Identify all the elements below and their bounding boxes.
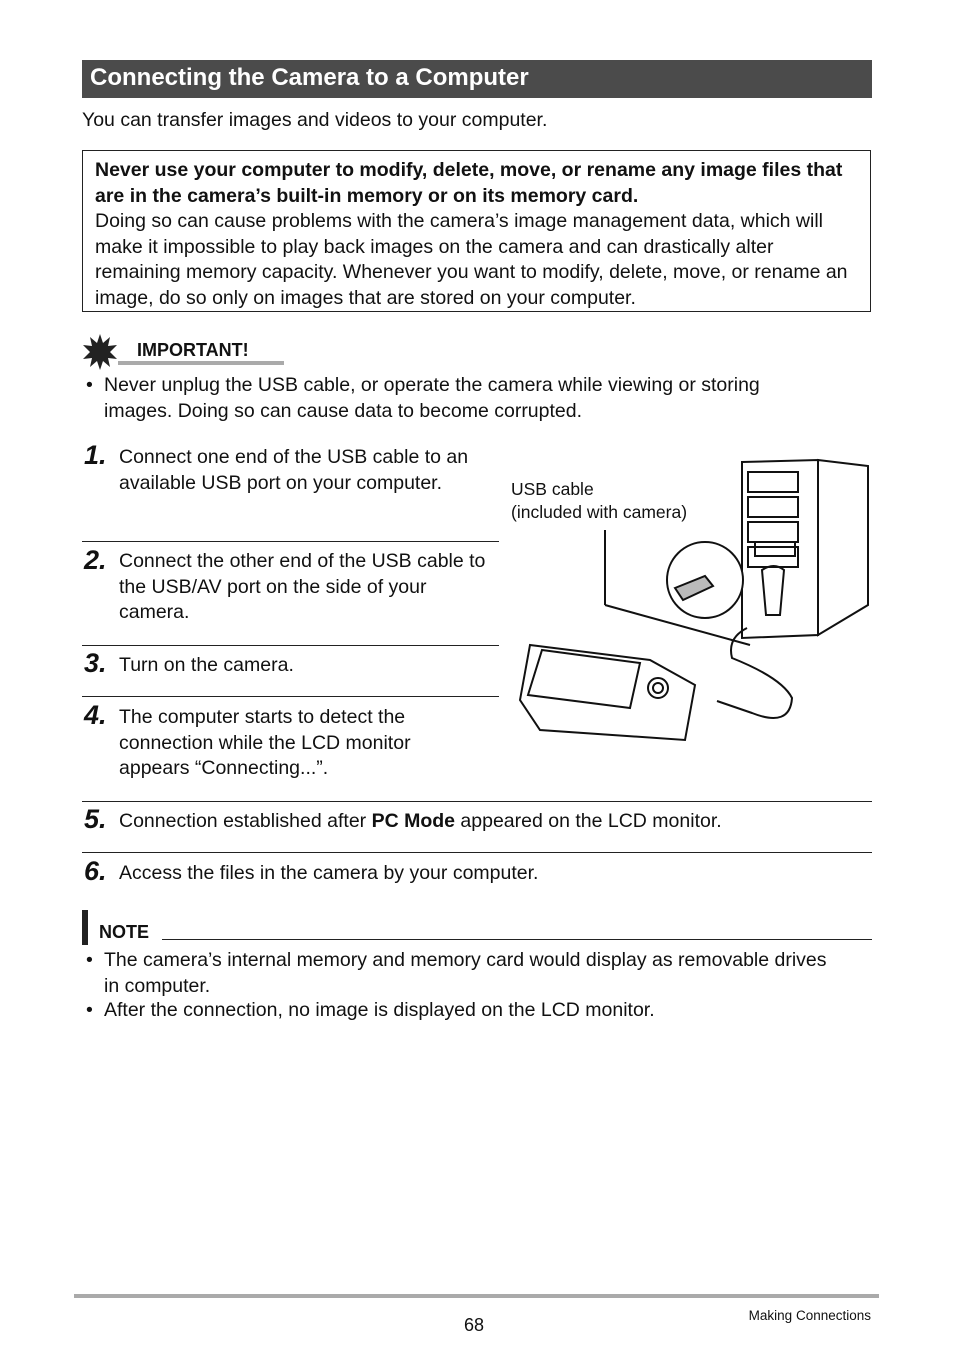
intro-text: You can transfer images and videos to your computer. — [82, 109, 548, 131]
camera-computer-illustration — [500, 450, 880, 750]
step-text: Access the files in the camera by your computer. — [119, 862, 539, 884]
step-number: 6. — [84, 856, 107, 886]
step-number: 4. — [84, 700, 107, 730]
important-bullet: • Never unplug the USB cable, or operate the camera while viewing or storing images. Doing so can cause data to become corrupted. — [86, 374, 760, 422]
illustration-caption: USB cable (included with camera) — [511, 479, 688, 522]
step-number: 1. — [84, 440, 107, 470]
page-number: 68 — [464, 1315, 485, 1335]
step-text: Turn on the camera. — [119, 654, 294, 676]
footer-rule — [74, 1294, 879, 1298]
page-title: Connecting the Camera to a Computer — [90, 64, 529, 91]
step-number: 3. — [84, 648, 107, 678]
warning-bold: Never use your computer to modify, delete, move, or rename any image files that are in the camera’s built-in memory or on its memory card. — [95, 159, 843, 207]
step-text: Connection established after PC Mode appeared on the LCD monitor. — [119, 810, 722, 832]
important-underline — [118, 361, 284, 365]
important-burst-icon — [82, 334, 118, 370]
note-bullet: • The camera’s internal memory and memory card would display as removable drives in computer. — [86, 949, 827, 997]
step-text: Connect the other end of the USB cable to the USB/AV port on the side of your camera. — [119, 550, 486, 623]
step-number: 2. — [84, 545, 107, 575]
note-bar — [82, 910, 88, 945]
step-text: Connect one end of the USB cable to an available USB port on your computer. — [119, 446, 469, 494]
important-label: IMPORTANT! — [137, 340, 249, 360]
step-text: The computer starts to detect the connection while the LCD monitor appears “Connecting...”. — [119, 706, 411, 779]
footer-section: Making Connections — [748, 1308, 871, 1323]
step-number: 5. — [84, 804, 107, 834]
warning-box — [82, 150, 871, 312]
note-label: NOTE — [99, 922, 150, 942]
warning-body: Doing so can cause problems with the camera’s image management data, which will make it impossible to play back images on the camera and can drastically alter remaining memory capacity. Whenever you want to modify, delete, move, or rename an image, do so only on images that are stored on your computer. — [95, 210, 848, 309]
section-heading — [82, 60, 872, 98]
note-bullet: • After the connection, no image is displayed on the LCD monitor. — [86, 999, 655, 1021]
